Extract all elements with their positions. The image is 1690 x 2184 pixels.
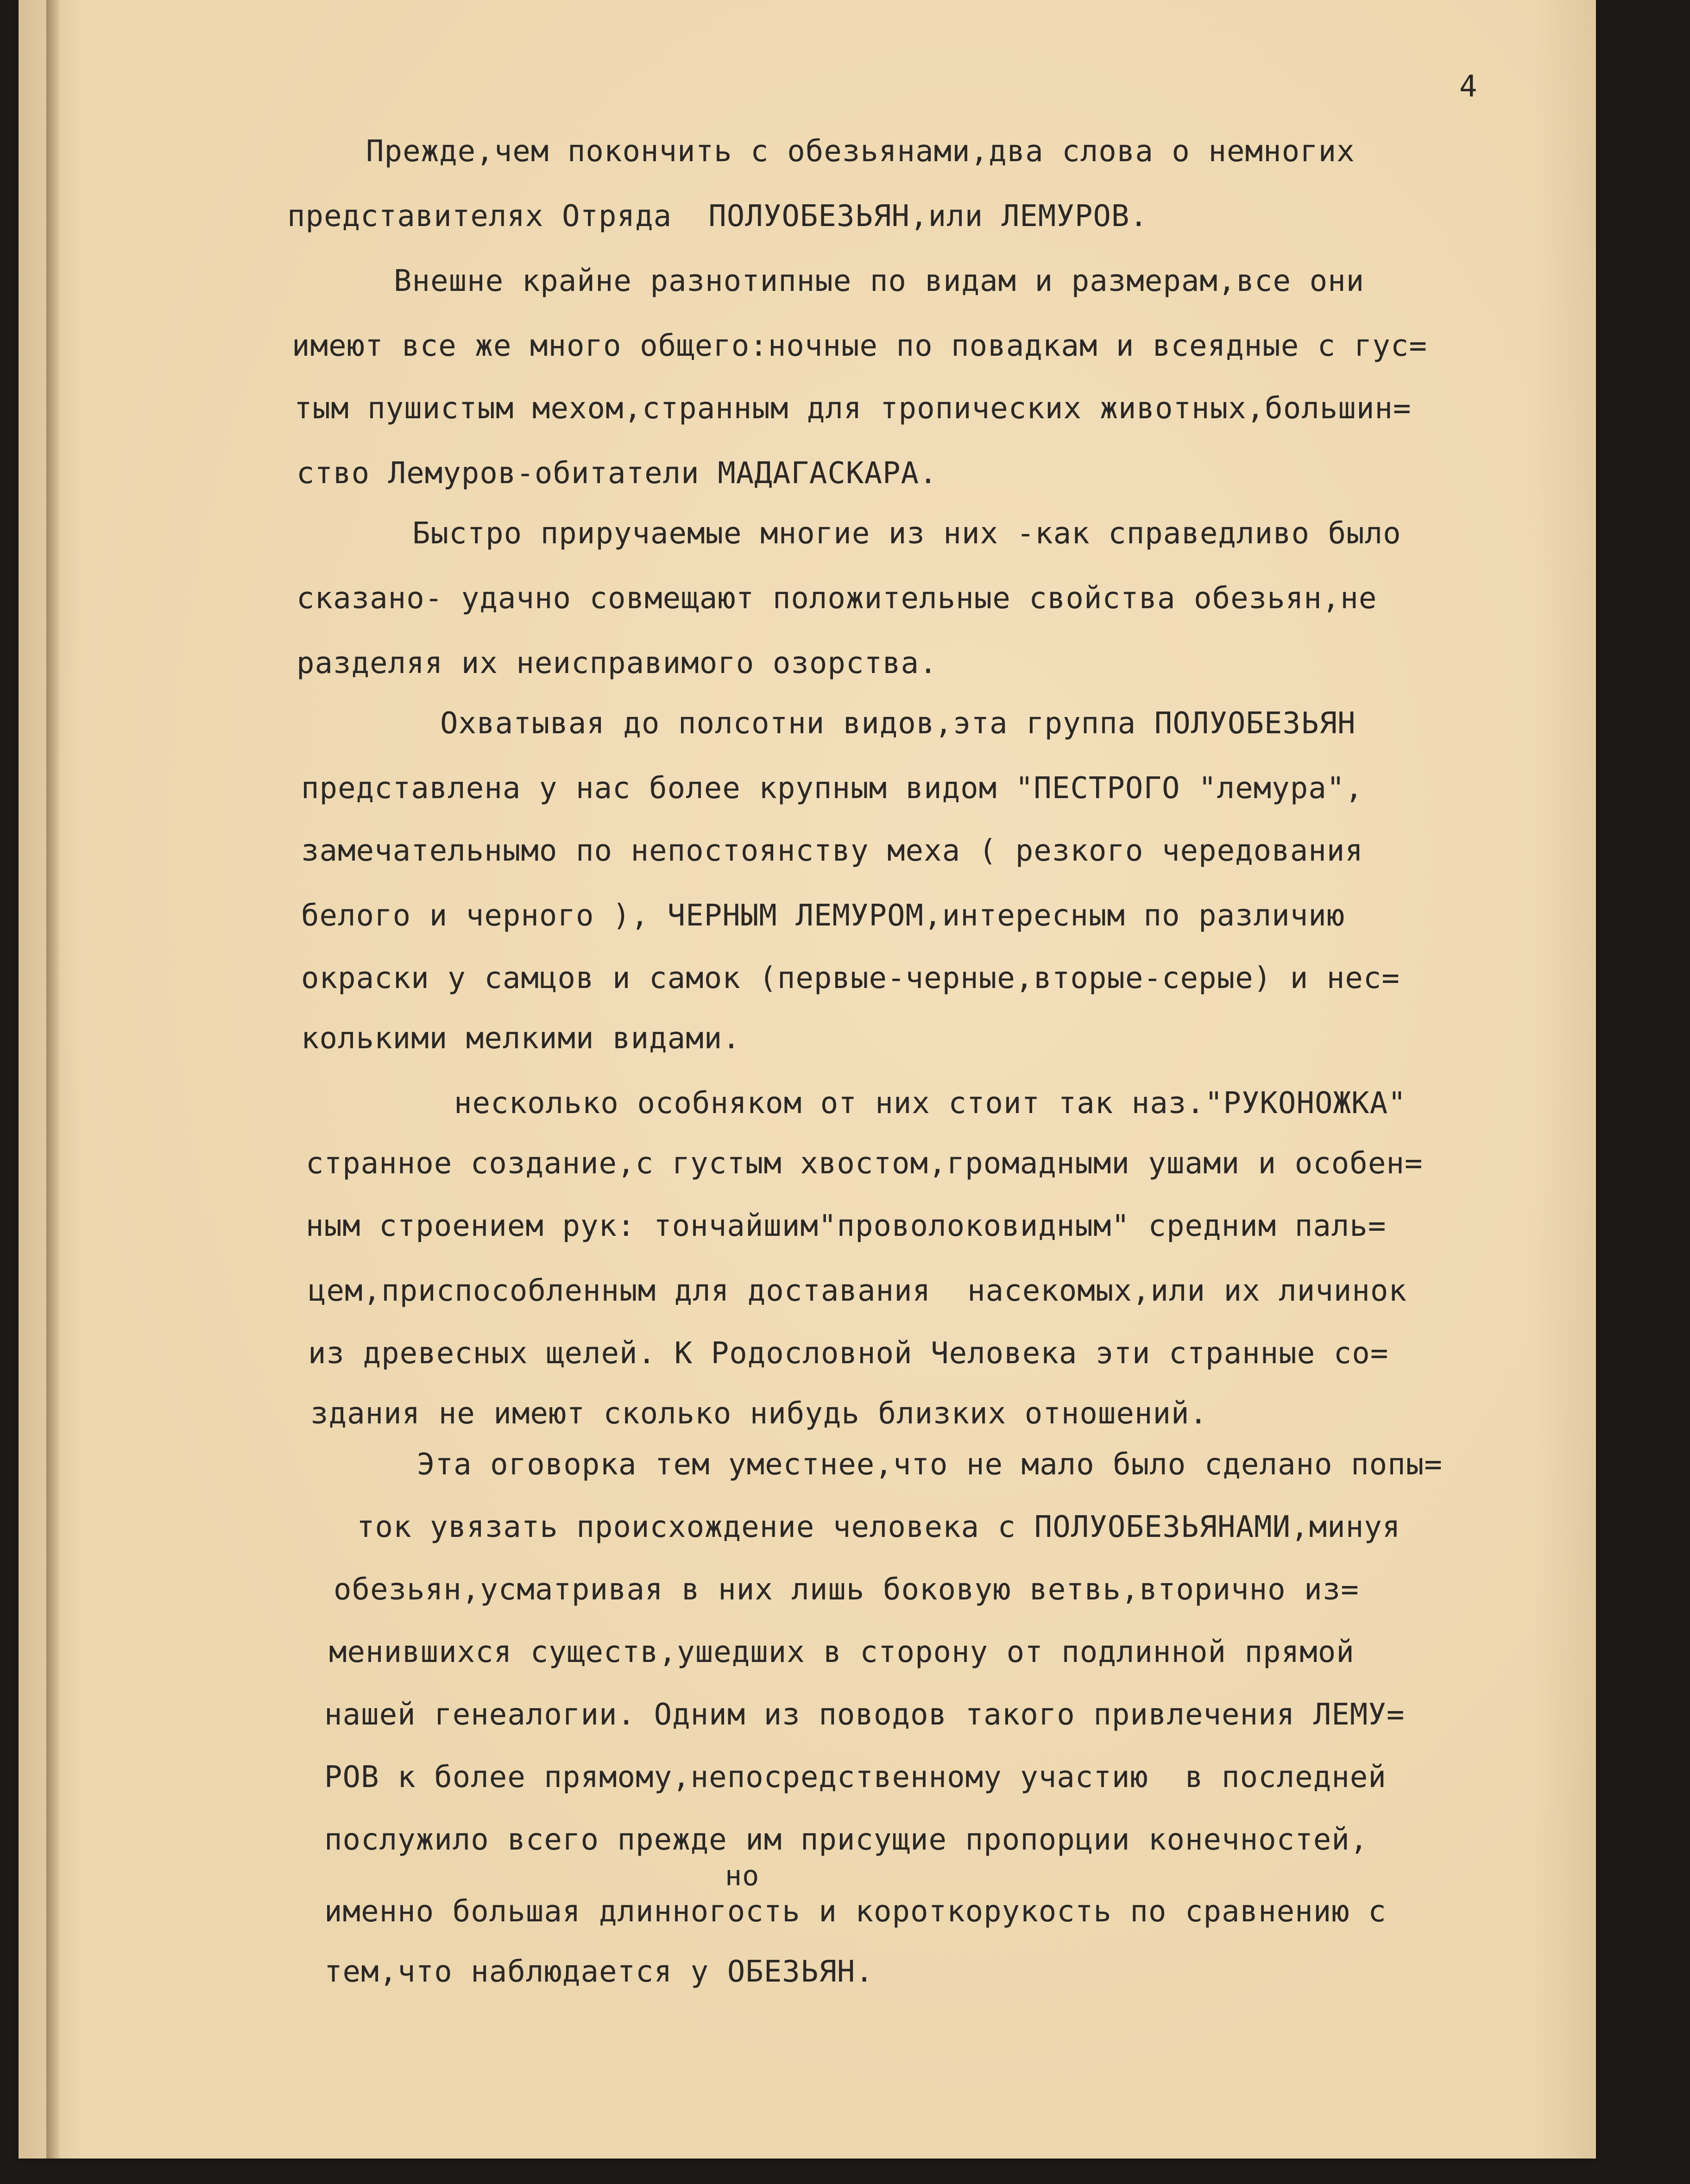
text-line: здания не имеют сколько нибудь близких отношений.: [310, 1397, 1208, 1431]
text-line: замечательнымо по непостоянству меха ( резкого чередования: [301, 834, 1363, 868]
text-line: несколько особняком от них стоит так наз."РУКОНОЖКА": [454, 1086, 1406, 1120]
text-line: сказано- удачно совмещают положительные свойства обезьян,не: [296, 581, 1377, 616]
text-line: Эта оговорка тем уместнее,что не мало было сделано попы=: [417, 1448, 1443, 1482]
text-line: менившихся существ,ушедших в сторону от подлинной прямой: [329, 1635, 1355, 1669]
text-line: из древесных щелей. К Родословной Человека эти странные со=: [308, 1336, 1389, 1371]
text-line: тем,что наблюдается у ОБЕЗЬЯН.: [324, 1955, 874, 1989]
text-line: представлена у нас более крупным видом "ПЕСТРОГО "лемура",: [301, 771, 1363, 806]
text-line: именно большая длинногость и короткорукость по сравнению с: [324, 1894, 1387, 1929]
text-line: ство Лемуров-обитатели МАДАГАСКАРА.: [296, 456, 938, 491]
text-line: РОВ к более прямому,непосредственному участию в последней: [324, 1760, 1387, 1794]
text-line: Внешне крайне разнотипные по видам и размерам,все они: [394, 264, 1365, 298]
text-line: колькими мелкими видами.: [301, 1021, 741, 1056]
text-line: Охватывая до полсотни видов,эта группа ПОЛУОБЕЗЬЯН: [440, 706, 1356, 741]
handwritten-insertion: но: [725, 1860, 760, 1892]
text-line: белого и черного ), ЧЕРНЫМ ЛЕМУРОМ,интересным по различию: [301, 899, 1345, 933]
text-line: окраски у самцов и самок (первые-черные,вторые-серые) и нес=: [301, 961, 1400, 995]
text-line: разделяя их неисправимого озорства.: [296, 646, 938, 680]
text-line: ток увязать происхождение человека с ПОЛУОБЕЗЬЯНАМИ,минуя: [357, 1510, 1401, 1544]
text-line: странное создание,с густым хвостом,громадными ушами и особен=: [306, 1146, 1423, 1181]
text-line: Прежде,чем покончить с обезьянами,два слова о немногих: [366, 134, 1355, 169]
text-line: имеют все же много общего:ночные по повадкам и всеядные с гус=: [292, 329, 1427, 363]
text-line: Быстро приручаемые многие из них -как справедливо было: [412, 516, 1401, 551]
text-line: послужило всего прежде им присущие пропорции конечностей,: [324, 1823, 1368, 1857]
text-line: представителях Отряда ПОЛУОБЕЗЬЯН,или ЛЕМУРОВ.: [287, 199, 1148, 233]
text-line: ным строением рук: тончайшим"проволоковидным" средним паль=: [306, 1209, 1387, 1243]
text-line: тым пушистым мехом,странным для тропических животных,большин=: [294, 391, 1412, 426]
text-line: нашей генеалогии. Одним из поводов такого привлечения ЛЕМУ=: [324, 1698, 1405, 1732]
page-number: 4: [1459, 69, 1477, 104]
text-line: обезьян,усматривая в них лишь боковую ветвь,вторично из=: [334, 1573, 1359, 1607]
text-line: цем,приспособленным для доставания насекомых,или их личинок: [308, 1274, 1407, 1308]
